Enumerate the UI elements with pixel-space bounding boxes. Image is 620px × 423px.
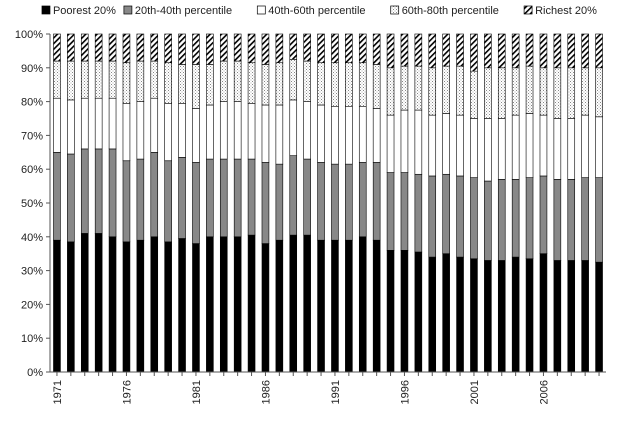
bar-2003-40th-60th-percentile (498, 119, 505, 180)
bar-1992-20th-40th-percentile (345, 164, 352, 240)
bar-1993-20th-40th-percentile (359, 162, 366, 236)
bar-2002-richest-20 (484, 34, 491, 68)
bar-1999-poorest-20 (443, 254, 450, 372)
bar-group-2005 (526, 34, 533, 372)
bar-1994-poorest-20 (373, 240, 380, 372)
x-tick-label-1981: 1981 (190, 380, 203, 405)
bar-group-2010 (596, 34, 603, 372)
bar-1978-40th-60th-percentile (151, 98, 158, 152)
bar-1986-poorest-20 (262, 244, 269, 372)
legend (42, 5, 597, 17)
bar-group-2000 (457, 34, 464, 372)
legend-item-poorest-20 (42, 5, 116, 17)
bar-1975-20th-40th-percentile (109, 149, 116, 237)
bar-group-1999 (443, 34, 450, 372)
y-tick-label-20: 20% (20, 299, 43, 312)
bar-1987-60th-80th-percentile (276, 63, 283, 105)
bar-2009-40th-60th-percentile (582, 115, 589, 178)
bar-1983-richest-20 (220, 34, 227, 61)
bar-1972-richest-20 (67, 34, 74, 61)
bar-2009-60th-80th-percentile (582, 68, 589, 115)
bar-1991-richest-20 (331, 34, 338, 63)
bar-1983-60th-80th-percentile (220, 61, 227, 102)
bar-1996-richest-20 (401, 34, 408, 66)
bar-1986-20th-40th-percentile (262, 162, 269, 243)
legend-item-40th-60th-percentile (257, 5, 365, 17)
bar-1997-richest-20 (415, 34, 422, 66)
y-tick-label-10: 10% (20, 333, 43, 346)
bar-1998-20th-40th-percentile (429, 176, 436, 257)
bar-1974-60th-80th-percentile (95, 61, 102, 98)
legend-item-60th-80th-percentile (391, 5, 499, 17)
y-tick-label-40: 40% (20, 231, 43, 244)
bar-1992-60th-80th-percentile (345, 63, 352, 107)
bar-2005-60th-80th-percentile (526, 66, 533, 113)
bar-1998-40th-60th-percentile (429, 115, 436, 176)
bar-1983-40th-60th-percentile (220, 102, 227, 159)
bar-1993-60th-80th-percentile (359, 63, 366, 107)
bar-1985-40th-60th-percentile (248, 103, 255, 159)
bar-2004-richest-20 (512, 34, 519, 68)
bar-1982-richest-20 (206, 34, 213, 64)
bar-1977-richest-20 (137, 34, 144, 61)
bar-1982-20th-40th-percentile (206, 159, 213, 237)
bar-1981-poorest-20 (192, 244, 199, 372)
bar-1985-poorest-20 (248, 235, 255, 372)
bar-1971-richest-20 (53, 34, 60, 61)
bar-1988-richest-20 (290, 34, 297, 59)
bar-1974-40th-60th-percentile (95, 98, 102, 149)
bar-1980-60th-80th-percentile (179, 64, 186, 103)
bar-1986-40th-60th-percentile (262, 105, 269, 162)
bar-1981-40th-60th-percentile (192, 108, 199, 162)
bar-1977-poorest-20 (137, 240, 144, 372)
bar-2007-20th-40th-percentile (554, 179, 561, 260)
bar-group-2006 (540, 34, 547, 372)
bar-1990-poorest-20 (318, 240, 325, 372)
bar-group-1996 (401, 34, 408, 372)
bar-1993-40th-60th-percentile (359, 107, 366, 163)
bar-1988-poorest-20 (290, 235, 297, 372)
bar-group-1994 (373, 34, 380, 372)
bar-group-2004 (512, 34, 519, 372)
x-tick-label-1971: 1971 (51, 380, 64, 405)
bar-1987-poorest-20 (276, 240, 283, 372)
bar-1997-40th-60th-percentile (415, 110, 422, 174)
x-tick-label-1986: 1986 (260, 380, 273, 405)
bar-1973-poorest-20 (81, 233, 88, 372)
x-tick-label-1991: 1991 (329, 380, 342, 405)
bar-2008-richest-20 (568, 34, 575, 68)
bar-1988-60th-80th-percentile (290, 59, 297, 100)
x-tick-label-1996: 1996 (399, 380, 412, 405)
bar-1997-20th-40th-percentile (415, 174, 422, 252)
bar-1976-60th-80th-percentile (123, 63, 130, 104)
bar-1993-poorest-20 (359, 237, 366, 372)
bar-2003-60th-80th-percentile (498, 68, 505, 119)
bar-1975-60th-80th-percentile (109, 61, 116, 98)
bar-1998-60th-80th-percentile (429, 68, 436, 115)
bar-1989-60th-80th-percentile (304, 61, 311, 102)
bar-1998-poorest-20 (429, 257, 436, 372)
bar-group-1993 (359, 34, 366, 372)
bar-1991-60th-80th-percentile (331, 63, 338, 107)
bar-1975-40th-60th-percentile (109, 98, 116, 149)
bar-2005-20th-40th-percentile (526, 178, 533, 259)
bar-1985-20th-40th-percentile (248, 159, 255, 235)
bar-1980-20th-40th-percentile (179, 157, 186, 238)
bar-1994-richest-20 (373, 34, 380, 64)
y-tick-label-30: 30% (20, 265, 43, 278)
legend-swatch-richest-20 (524, 6, 532, 14)
x-tick-label-1976: 1976 (121, 380, 134, 405)
bar-1994-60th-80th-percentile (373, 64, 380, 108)
bar-1996-60th-80th-percentile (401, 66, 408, 110)
bar-1978-poorest-20 (151, 237, 158, 372)
y-tick-label-90: 90% (20, 62, 43, 75)
bar-group-1998 (429, 34, 436, 372)
bar-group-2003 (498, 34, 505, 372)
bar-2006-40th-60th-percentile (540, 115, 547, 176)
bar-1991-poorest-20 (331, 240, 338, 372)
bar-1973-40th-60th-percentile (81, 98, 88, 149)
bar-group-1974 (95, 34, 102, 372)
bar-1973-20th-40th-percentile (81, 149, 88, 234)
bar-2008-poorest-20 (568, 260, 575, 372)
bar-1976-poorest-20 (123, 242, 130, 372)
x-tick-label-2001: 2001 (468, 380, 481, 405)
legend-swatch-60th-80th-percentile (391, 6, 399, 14)
bar-group-1986 (262, 34, 269, 372)
bar-group-2007 (554, 34, 561, 372)
bar-1999-60th-80th-percentile (443, 66, 450, 113)
bar-group-1984 (234, 34, 241, 372)
bar-1999-richest-20 (443, 34, 450, 66)
y-tick-label-100: 100% (14, 29, 43, 41)
bar-2010-poorest-20 (596, 262, 603, 372)
bar-2000-richest-20 (457, 34, 464, 66)
bar-1999-20th-40th-percentile (443, 174, 450, 253)
bar-group-1972 (67, 34, 74, 372)
legend-label-60th-80th-percentile: 60th-80th percentile (401, 5, 499, 17)
bar-1971-40th-60th-percentile (53, 98, 60, 152)
bar-group-1983 (220, 34, 227, 372)
bar-2006-60th-80th-percentile (540, 68, 547, 115)
bar-1973-richest-20 (81, 34, 88, 61)
bar-1992-richest-20 (345, 34, 352, 63)
bar-group-1977 (137, 34, 144, 372)
bar-2004-60th-80th-percentile (512, 68, 519, 115)
bar-1986-richest-20 (262, 34, 269, 64)
bars (53, 34, 602, 372)
bar-1979-60th-80th-percentile (165, 63, 172, 104)
y-tick-label-70: 70% (20, 130, 43, 143)
bar-1979-40th-60th-percentile (165, 103, 172, 160)
bar-1982-40th-60th-percentile (206, 105, 213, 159)
legend-swatch-40th-60th-percentile (257, 6, 265, 14)
bar-2007-richest-20 (554, 34, 561, 68)
bar-1988-40th-60th-percentile (290, 100, 297, 156)
bar-group-1982 (206, 34, 213, 372)
bar-group-1978 (151, 34, 158, 372)
bar-1984-richest-20 (234, 34, 241, 61)
bar-group-1981 (192, 34, 199, 372)
bar-2010-richest-20 (596, 34, 603, 68)
bar-2009-poorest-20 (582, 260, 589, 372)
bar-1996-poorest-20 (401, 250, 408, 372)
bar-group-1995 (387, 34, 394, 372)
bar-1984-poorest-20 (234, 237, 241, 372)
bar-1992-poorest-20 (345, 240, 352, 372)
bar-2006-poorest-20 (540, 254, 547, 372)
bar-group-2001 (470, 34, 477, 372)
bar-group-1976 (123, 34, 130, 372)
bar-2010-60th-80th-percentile (596, 68, 603, 117)
bar-2006-richest-20 (540, 34, 547, 68)
bar-1996-20th-40th-percentile (401, 173, 408, 251)
bar-1979-richest-20 (165, 34, 172, 63)
bar-2008-60th-80th-percentile (568, 68, 575, 119)
bar-1984-20th-40th-percentile (234, 159, 241, 237)
bar-1977-40th-60th-percentile (137, 102, 144, 159)
bar-2000-60th-80th-percentile (457, 66, 464, 115)
bar-2006-20th-40th-percentile (540, 176, 547, 254)
bar-1983-poorest-20 (220, 237, 227, 372)
legend-swatch-20th-40th-percentile (124, 6, 132, 14)
bar-1989-poorest-20 (304, 235, 311, 372)
bar-1972-40th-60th-percentile (67, 100, 74, 154)
bar-group-1997 (415, 34, 422, 372)
bar-2005-richest-20 (526, 34, 533, 66)
bar-1990-richest-20 (318, 34, 325, 63)
bar-1974-20th-40th-percentile (95, 149, 102, 234)
bar-1983-20th-40th-percentile (220, 159, 227, 237)
legend-label-40th-60th-percentile: 40th-60th percentile (268, 5, 366, 17)
bar-1980-poorest-20 (179, 238, 186, 372)
bar-2003-20th-40th-percentile (498, 179, 505, 260)
y-tick-label-0: 0% (27, 367, 43, 379)
y-tick-label-80: 80% (20, 96, 43, 109)
bar-1987-richest-20 (276, 34, 283, 63)
bar-group-1987 (276, 34, 283, 372)
bar-2004-poorest-20 (512, 257, 519, 372)
bar-2010-20th-40th-percentile (596, 178, 603, 263)
bar-2001-20th-40th-percentile (470, 178, 477, 259)
bar-group-1975 (109, 34, 116, 372)
bar-1976-20th-40th-percentile (123, 161, 130, 242)
legend-label-20th-40th-percentile: 20th-40th percentile (134, 5, 233, 17)
bar-2009-20th-40th-percentile (582, 178, 589, 261)
bar-group-1989 (304, 34, 311, 372)
bar-2008-40th-60th-percentile (568, 119, 575, 180)
bar-1985-60th-80th-percentile (248, 63, 255, 104)
bar-1997-poorest-20 (415, 252, 422, 372)
bar-2001-60th-80th-percentile (470, 71, 477, 118)
bar-group-2002 (484, 34, 491, 372)
bar-1976-40th-60th-percentile (123, 103, 130, 160)
bar-group-2009 (582, 34, 589, 372)
bar-1979-20th-40th-percentile (165, 161, 172, 242)
bar-1997-60th-80th-percentile (415, 66, 422, 110)
bar-1972-20th-40th-percentile (67, 154, 74, 242)
bar-1975-richest-20 (109, 34, 116, 61)
bar-1972-60th-80th-percentile (67, 61, 74, 100)
bar-1990-60th-80th-percentile (318, 63, 325, 105)
y-tick-label-60: 60% (20, 164, 43, 177)
bar-group-1980 (179, 34, 186, 372)
bar-group-1973 (81, 34, 88, 372)
bar-2007-poorest-20 (554, 260, 561, 372)
bar-2009-richest-20 (582, 34, 589, 68)
bar-group-1991 (331, 34, 338, 372)
bar-1995-20th-40th-percentile (387, 173, 394, 251)
bar-group-1971 (53, 34, 60, 372)
bar-1989-richest-20 (304, 34, 311, 61)
bar-1988-20th-40th-percentile (290, 156, 297, 235)
bar-1978-60th-80th-percentile (151, 61, 158, 98)
bar-2005-40th-60th-percentile (526, 113, 533, 177)
bar-1971-20th-40th-percentile (53, 152, 60, 240)
bar-2002-40th-60th-percentile (484, 119, 491, 182)
bar-2008-20th-40th-percentile (568, 179, 575, 260)
bar-1987-40th-60th-percentile (276, 105, 283, 164)
bar-1985-richest-20 (248, 34, 255, 63)
bar-1977-60th-80th-percentile (137, 61, 144, 102)
y-tick-label-50: 50% (20, 198, 43, 210)
bar-1990-40th-60th-percentile (318, 105, 325, 162)
bar-2002-60th-80th-percentile (484, 68, 491, 119)
y-axis (15, 29, 50, 379)
bar-1976-richest-20 (123, 34, 130, 63)
bar-1991-40th-60th-percentile (331, 107, 338, 164)
bar-1984-60th-80th-percentile (234, 61, 241, 102)
bar-1999-40th-60th-percentile (443, 113, 450, 174)
legend-swatch-poorest-20 (42, 6, 50, 14)
bar-1995-richest-20 (387, 34, 394, 68)
bar-1984-40th-60th-percentile (234, 102, 241, 159)
bar-2001-40th-60th-percentile (470, 119, 477, 178)
bar-1990-20th-40th-percentile (318, 162, 325, 240)
bar-2010-40th-60th-percentile (596, 117, 603, 178)
bar-group-2008 (568, 34, 575, 372)
bar-1998-richest-20 (429, 34, 436, 68)
bar-2005-poorest-20 (526, 259, 533, 372)
legend-label-poorest-20: Poorest 20% (52, 5, 116, 17)
bar-1992-40th-60th-percentile (345, 107, 352, 164)
bar-2004-20th-40th-percentile (512, 179, 519, 257)
bar-2003-richest-20 (498, 34, 505, 68)
bar-1981-20th-40th-percentile (192, 162, 199, 243)
bar-2002-poorest-20 (484, 260, 491, 372)
bar-1980-40th-60th-percentile (179, 103, 186, 157)
bar-1973-60th-80th-percentile (81, 61, 88, 98)
bar-1995-40th-60th-percentile (387, 115, 394, 172)
bar-1982-poorest-20 (206, 237, 213, 372)
bar-1974-richest-20 (95, 34, 102, 61)
bar-1977-20th-40th-percentile (137, 159, 144, 240)
bar-1974-poorest-20 (95, 233, 102, 372)
bar-group-1988 (290, 34, 297, 372)
bar-group-1985 (248, 34, 255, 372)
bar-1991-20th-40th-percentile (331, 164, 338, 240)
bar-2003-poorest-20 (498, 260, 505, 372)
bar-1989-20th-40th-percentile (304, 159, 311, 235)
bar-group-1979 (165, 34, 172, 372)
bar-1978-20th-40th-percentile (151, 152, 158, 237)
bar-1995-poorest-20 (387, 250, 394, 372)
legend-label-richest-20: Richest 20% (535, 5, 597, 17)
bar-1971-poorest-20 (53, 240, 60, 372)
bar-2000-40th-60th-percentile (457, 115, 464, 176)
bar-1987-20th-40th-percentile (276, 164, 283, 240)
legend-item-20th-40th-percentile (124, 5, 232, 17)
bar-1996-40th-60th-percentile (401, 110, 408, 173)
bar-group-1992 (345, 34, 352, 372)
bar-1971-60th-80th-percentile (53, 61, 60, 98)
bar-1994-20th-40th-percentile (373, 162, 380, 240)
bar-1986-60th-80th-percentile (262, 64, 269, 105)
bar-2007-40th-60th-percentile (554, 119, 561, 180)
bar-1993-richest-20 (359, 34, 366, 63)
bar-2001-richest-20 (470, 34, 477, 71)
bar-1981-60th-80th-percentile (192, 64, 199, 108)
bar-1995-60th-80th-percentile (387, 68, 394, 115)
bar-2001-poorest-20 (470, 259, 477, 372)
bar-2007-60th-80th-percentile (554, 68, 561, 119)
bar-1982-60th-80th-percentile (206, 64, 213, 105)
bar-group-1990 (318, 34, 325, 372)
x-tick-label-2006: 2006 (538, 380, 551, 405)
bar-1978-richest-20 (151, 34, 158, 61)
bar-1994-40th-60th-percentile (373, 108, 380, 162)
bar-2004-40th-60th-percentile (512, 115, 519, 179)
x-axis (50, 372, 606, 404)
legend-item-richest-20 (524, 5, 597, 17)
bar-1989-40th-60th-percentile (304, 102, 311, 159)
bar-2000-poorest-20 (457, 257, 464, 372)
bar-1980-richest-20 (179, 34, 186, 64)
bar-1981-richest-20 (192, 34, 199, 64)
bar-2002-20th-40th-percentile (484, 181, 491, 260)
bar-2000-20th-40th-percentile (457, 176, 464, 257)
bar-1972-poorest-20 (67, 242, 74, 372)
bar-1979-poorest-20 (165, 242, 172, 372)
bar-1975-poorest-20 (109, 237, 116, 372)
